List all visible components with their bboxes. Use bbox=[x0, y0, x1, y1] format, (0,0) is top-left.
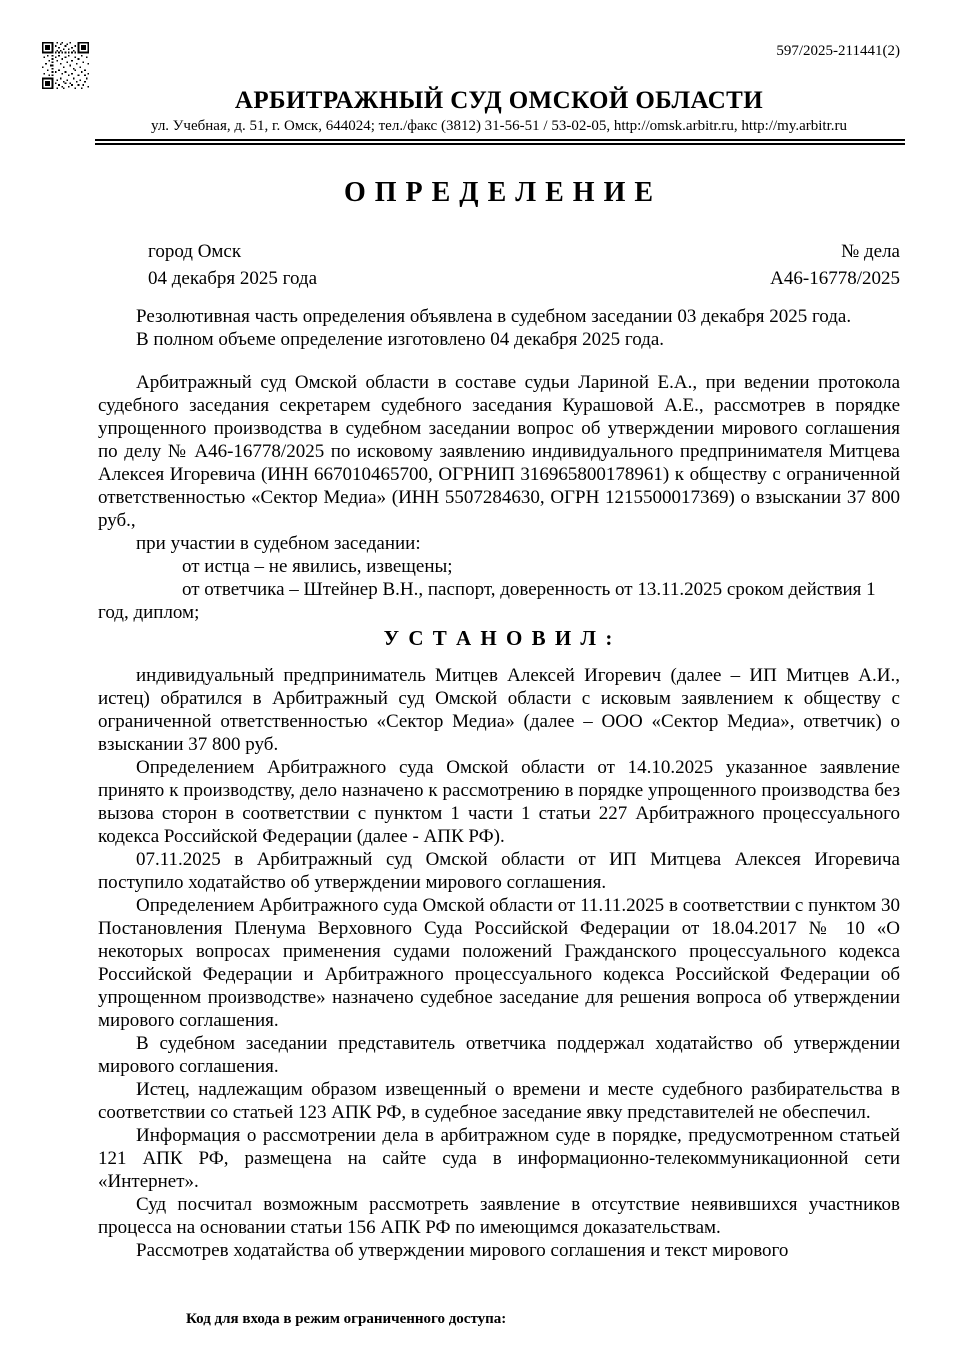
case-number: А46-16778/2025 bbox=[770, 268, 900, 289]
body-paragraph: 07.11.2025 в Арбитражный суд Омской области от ИП Митцева Алексея Игоревича поступило ходатайство об утверждении мирового соглашения. bbox=[98, 849, 900, 893]
body-paragraph: Определением Арбитражного суда Омской области от 14.10.2025 указанное заявление принято к производству, дело назначено к рассмотрению в порядке упрощенного производства без вызова сторон в соответствии с пунктом 1 части 1 статьи 227 Арбитражного процессуального кодекса Российской Федерации (далее - АПК РФ). bbox=[98, 757, 900, 847]
decision-date: 04 декабря 2025 года bbox=[148, 268, 318, 289]
announcement-line: Резолютивная часть определения объявлена в судебном заседании 03 декабря 2025 года. bbox=[136, 306, 852, 327]
body-paragraph: Информация о рассмотрении дела в арбитражном суде в порядке, предусмотренном статьей 121 АПК РФ, размещена на сайте суда в информационно-телекоммуникационной сети «Интернет». bbox=[98, 1125, 900, 1192]
header-divider bbox=[95, 139, 905, 145]
body-paragraph: Определением Арбитражного суда Омской области от 11.11.2025 в соответствии с пунктом 30 Постановления Пленума Верховного Суда Российской Федерации от 18.04.2017 № 10 «О некоторых вопросах применения судами положений Гражданского процессуального кодекса Российской Федерации и Арбитражного процессуального кодекса Российской Федерации об упрощенном производстве» назначено судебное заседание для решения вопроса об утверждении мирового соглашения. bbox=[98, 895, 900, 1031]
announcement-block bbox=[98, 305, 900, 351]
participation-line: от ответчика – Штейнер В.Н., паспорт, доверенность от 13.11.2025 сроком действия 1 год, диплом; bbox=[98, 579, 876, 623]
case-meta-left bbox=[98, 238, 317, 292]
intro-block bbox=[98, 371, 900, 624]
document-title: О П Р Е Д Е Л Е Н И Е bbox=[343, 177, 655, 208]
participation-line: при участии в судебном заседании: bbox=[136, 533, 421, 554]
body-paragraph: Суд посчитал возможным рассмотреть заявление в отсутствие неявившихся участников процесса на основании статьи 156 АПК РФ по имеющимся доказательствам. bbox=[98, 1194, 900, 1238]
document-number: 597/2025-211441(2) bbox=[776, 43, 900, 59]
case-number-label: № дела bbox=[841, 241, 900, 262]
participation-line: от истца – не явились, извещены; bbox=[182, 556, 453, 577]
announcement-line: В полном объеме определение изготовлено 04 декабря 2025 года. bbox=[136, 329, 665, 350]
participation-block bbox=[98, 532, 900, 624]
body-paragraph: индивидуальный предприниматель Митцев Алексей Игоревич (далее – ИП Митцев А.И., истец) обратился в Арбитражный суд Омской области с исковым заявлением к обществу с ограниченной ответственностью «Сектор Медиа» (далее – ООО «Сектор Медиа», ответчик) о взыскании 37 800 руб. bbox=[98, 665, 900, 755]
access-code-label: Код для входа в режим ограниченного доступа: bbox=[186, 1311, 507, 1327]
court-contacts: ул. Учебная, д. 51, г. Омск, 644024; тел./факс (3812) 31-56-51 / 53-02-05, http://omsk.arbitr.ru, http://my.arbitr.ru bbox=[150, 118, 848, 134]
city: город Омск bbox=[148, 241, 242, 262]
body-paragraph: В судебном заседании представитель ответчика поддержал ходатайство об утверждении мирового соглашения. bbox=[98, 1033, 900, 1077]
case-meta-right bbox=[770, 238, 900, 292]
body-paragraph: Рассмотрев ходатайства об утверждении мирового соглашения и текст мирового bbox=[136, 1240, 789, 1261]
court-composition-paragraph: Арбитражный суд Омской области в составе судьи Лариной Е.А., при ведении протокола судебного заседания секретарем судебного заседания Курашовой А.Е., рассмотрев в порядке упрощенного производства в судебном заседании вопрос об утверждении мирового соглашения по делу № А46-16778/2025 по исковому заявлению индивидуального предпринимателя Митцева Алексея Игоревича (ИНН 667010465700, ОГРНИП 316965800178961) к обществу с ограниченной ответственностью «Сектор Медиа» (ИНН 5507284630, ОГРН 1215500017369) о взыскании 37 800 руб., bbox=[98, 372, 900, 531]
document-body bbox=[98, 664, 900, 1262]
body-paragraph: Истец, надлежащим образом извещенный о времени и месте судебного разбирательства в соответствии со статьей 123 АПК РФ, в судебное заседание явку представителей не обеспечил. bbox=[98, 1079, 900, 1123]
court-name: АРБИТРАЖНЫЙ СУД ОМСКОЙ ОБЛАСТИ bbox=[234, 87, 764, 114]
qr-code bbox=[42, 42, 89, 89]
ustanovil-heading: У С Т А Н О В И Л : bbox=[383, 626, 615, 650]
case-meta-row bbox=[98, 238, 900, 292]
